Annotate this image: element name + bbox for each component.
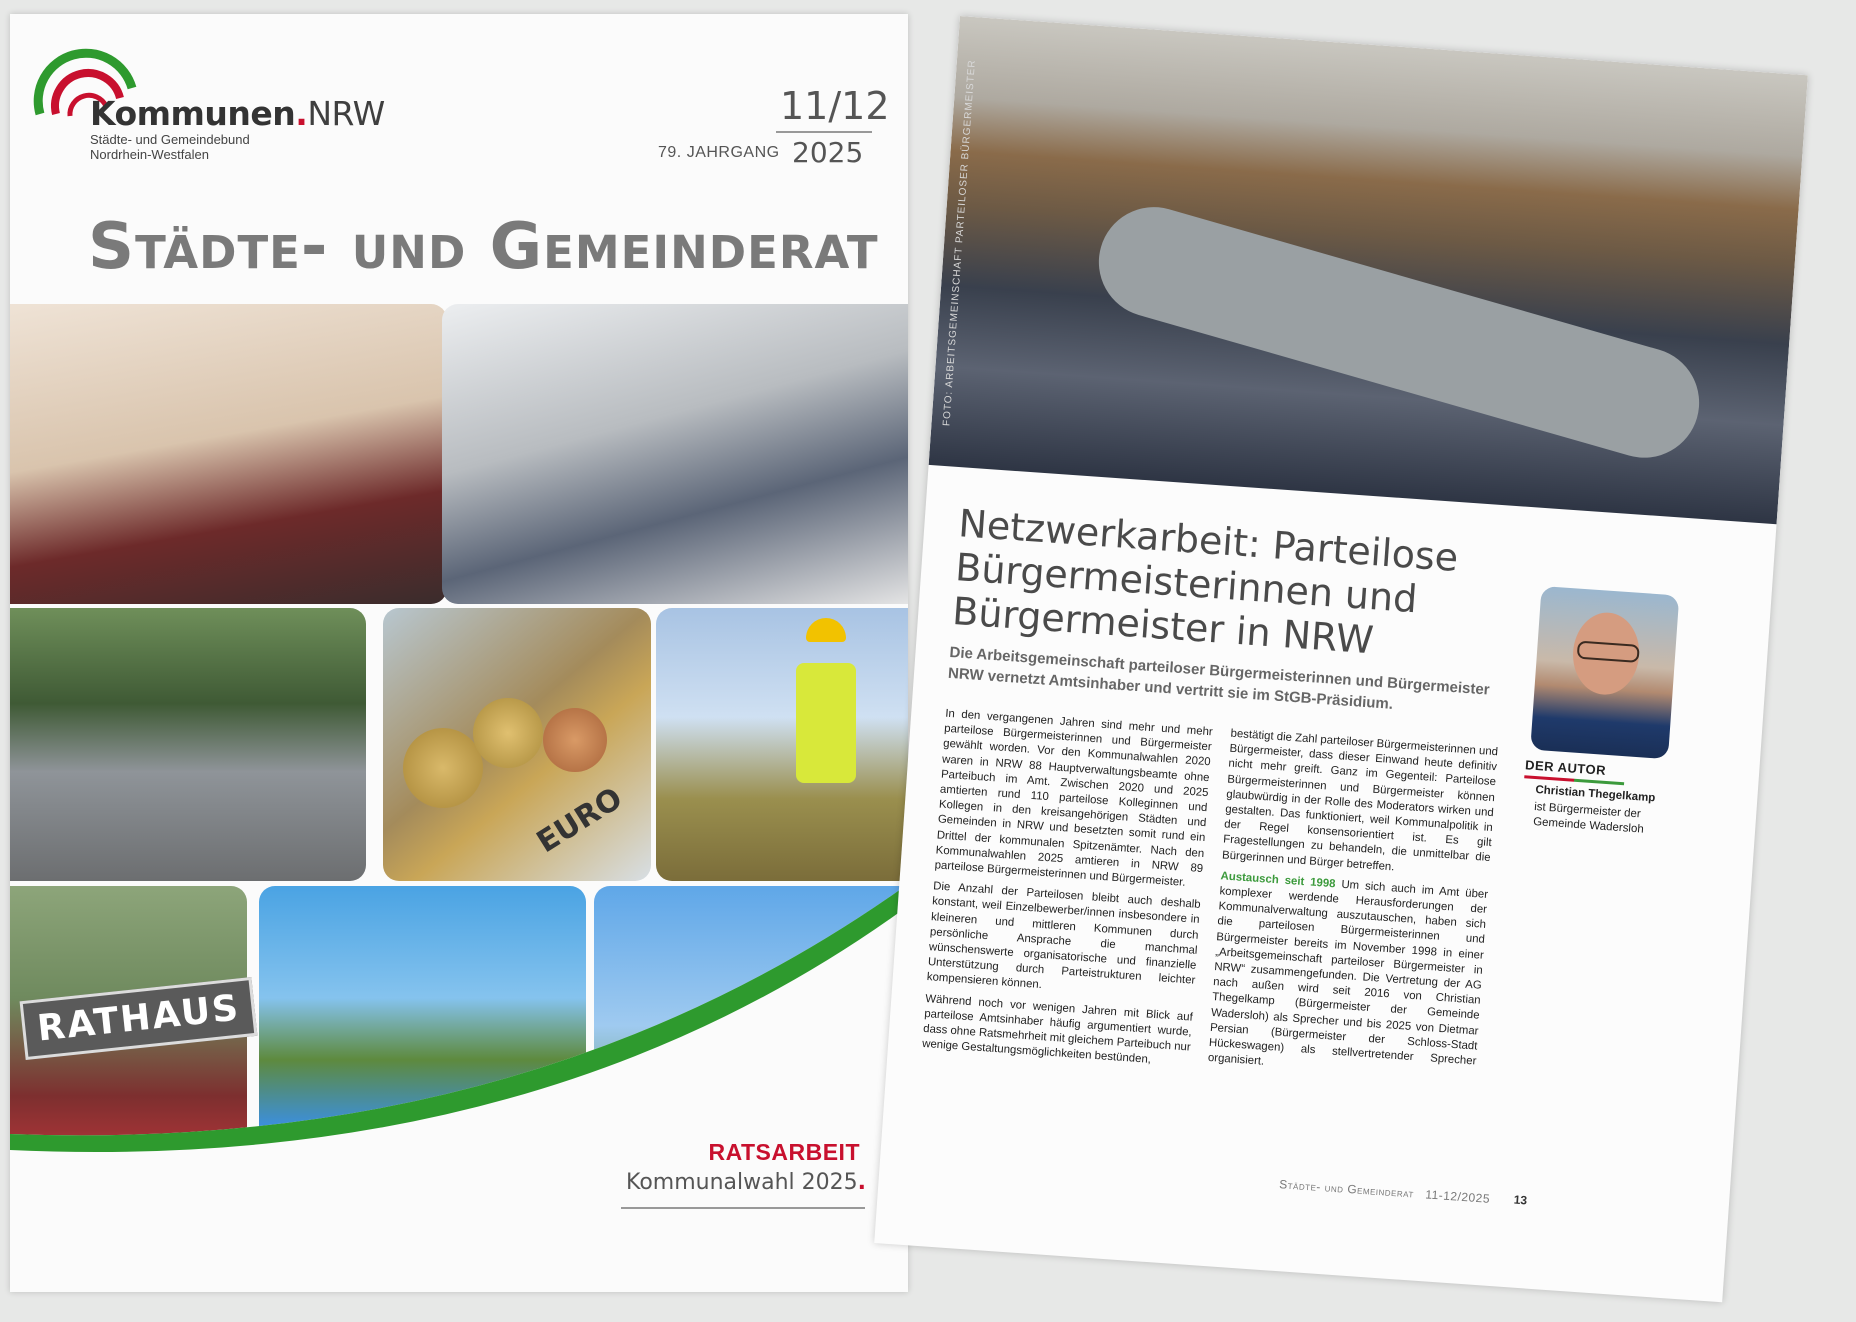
author-label: DER AUTOR [1524,757,1607,778]
article-column-1 [921,707,1213,1077]
logo-wordmark: Kommunen.NRW [90,94,385,133]
issue-number: 11/12 [780,84,890,128]
safety-vest [796,663,856,783]
paragraph: bestätigt die Zahl parteiloser Bürgermeisterinnen und Bürgermeister, dass dieser Einwand heute definitiv nicht mehr greift. Ganz im Gegenteil: Parteilose Bürgermeisterinnen und Bürgermeister können glaubwürdig in der Rolle des Moderators wirken und gestalten. Das funktioniert, weil Kommunalpolitik in der Regel konsensorientiert ist. Es gilt Fragestellungen zu behandeln, die unmittelbar die Bürgerinnen und Bürger betreffen. [1221,727,1499,873]
coin [403,728,483,808]
paragraph: Die Anzahl der Parteilosen bleibt auch deshalb konstant, weil Einzelbewerber/innen insbesondere in kleineren und mittleren Kommunen durch persönliche Ansprache die manchmal wünschenswerte organisatorische und finanzielle Unterstützung durch Parteistrukturen leichter kompensieren können. [926,880,1201,992]
volume-label: 79. JAHRGANG [658,144,780,161]
photo-construction-worker [656,608,908,881]
hard-hat [806,618,846,642]
photo-street-traffic [10,608,366,881]
cover-title: Städte- und Gemeinderat [88,210,879,284]
author-description: ist Bürgermeister der Gemeinde Wadersloh [1532,800,1645,836]
page-footer: Städte- und Gemeinderat 11-12/2025 [1278,1177,1491,1206]
cover-subtitle: Kommunalwahl 2025. [625,1170,866,1195]
photo-credit: FOTO: ARBEITSGEMEINSCHAFT PARTEILOSER BÜRGERMEISTER [941,59,978,427]
coin [543,708,607,772]
subheading: Austausch seit 1998 [1220,870,1336,891]
rathaus-sign: RATHAUS [20,977,258,1060]
paragraph: Austausch seit 1998 Um sich auch im Amt über komplexer werdende Herausforderungen der Kommunalverwaltung auszutauschen, haben sich die parteilosen Bürgermeisterinnen und Bürgermeister bereits im November 1998 in einer „Arbeitsgemeinschaft parteiloser Bürgermeister in NRW“ zusammengefunden. Die Vertretung der AG nach außen wird seit 2016 von Christian Thegelkamp (Bürgermeister der Gemeinde Wadersloh) als Sprecher und bis 2025 von Dietmar Persian (Bürgermeister der Schloss-Stadt Hückeswagen) als stellvertretender Sprecher organisiert. [1207,870,1489,1069]
article-page [874,16,1808,1302]
author-portrait [1530,586,1679,759]
article-lead: Die Arbeitsgemeinschaft parteiloser Bürgermeisterinnen und Bürgermeister NRW vernetzt Amtsinhaber und vertritt sie im StGB-Präsidium. [947,643,1491,713]
author-name: Christian Thegelkamp [1534,784,1656,805]
magazine-cover [10,14,908,1292]
conference-table [1086,194,1712,471]
coin-euro-text: EURO [530,780,629,861]
page-number: 13 [1513,1192,1528,1208]
photo-euro-coins [383,608,651,881]
cover-topic: RATSARBEIT [708,1139,860,1165]
photo-classroom-laptops [442,304,908,604]
coin [473,698,543,768]
article-headline: Netzwerkarbeit: Parteilose Bürgermeisterinnen und Bürgermeister in NRW [950,501,1460,663]
paragraph: Während noch vor wenigen Jahren mit Blick auf parteilose Amtsinhaber häufig argumentiert wurde, dass ohne Ratsmehrheit mit gleichem Parteibuch nur wenige Gestaltungsmöglichkeiten bestünden, [921,992,1194,1067]
article-column-2 [1207,727,1499,1091]
paragraph: In den vergangenen Jahren sind mehr und mehr parteilose Bürgermeisterinnen und Bürgermeister gewählt worden. Vor den Kommunalwahlen 2020 waren in NRW 88 Hauptverwaltungsbeamte ohne Parteibuch im Amt. Zwischen 2020 und 2025 amtierten rund 110 parteilose Kolleginnen und Kollegen in den kreisangehörigen Städten und Gemeinden in NRW und besetzten somit rund ein Drittel der kommunalen Spitzenämter. Nach den Kommunalwahlen 2025 amtieren in NRW 89 parteilose Bürgermeisterinnen und Bürgermeister. [934,707,1214,889]
issue-divider [776,131,872,133]
issue-year: 2025 [792,136,864,169]
photo-music-students [10,304,447,604]
logo-subtitle: Städte- und Gemeindebund Nordrhein-Westfalen [90,132,250,162]
subtitle-underline [621,1207,865,1209]
photo-meeting-room [929,16,1808,524]
